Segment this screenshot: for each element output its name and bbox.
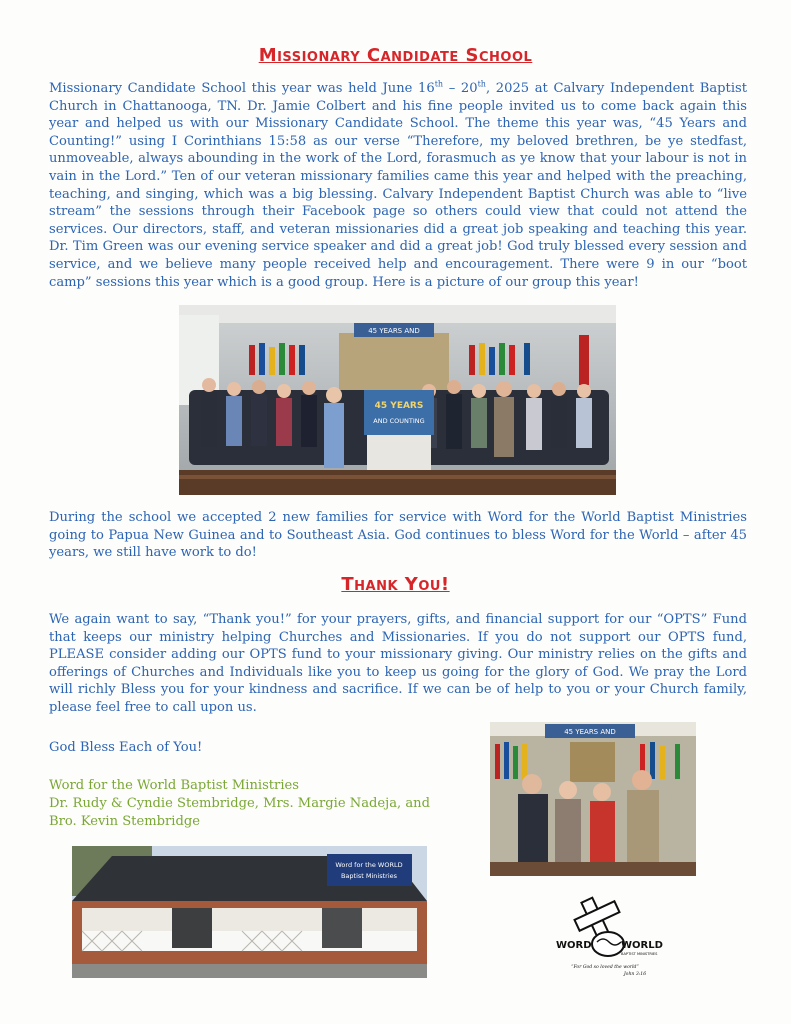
blessing-line: God Bless Each of You! — [49, 740, 203, 755]
school-sup-2: th — [477, 79, 486, 89]
school-text-a: Missionary Candidate School this year was held June 16 — [49, 81, 435, 96]
section-title-thank-you: Thank You! — [341, 574, 450, 595]
podium-text-1: 45 YEARS — [374, 401, 424, 411]
new-families-paragraph: During the school we accepted 2 new families for service with Word for the World Baptist Ministries going to Papua New Guinea and to Southeast Asia. God continues to bless Word for the World – after 45 years, we still have work to do! — [49, 510, 747, 561]
logo-word-left: WORD — [556, 940, 592, 951]
logo-ref: John 3:16 — [623, 972, 647, 977]
section-title-missionary-school: Missionary Candidate School — [258, 45, 533, 66]
signature-org: Word for the World Baptist Ministries — [49, 778, 299, 793]
staff-photo — [490, 722, 696, 876]
school-sup-1: th — [434, 79, 444, 89]
group-photo — [179, 305, 616, 495]
school-text-b: – 20 — [443, 81, 478, 96]
logo-verse: “For God so loved the world” — [571, 965, 639, 970]
small-banner-text: 45 YEARS AND — [564, 728, 616, 736]
sign-line-1: Word for the WORLD — [335, 861, 403, 869]
building-photo — [72, 846, 427, 978]
logo-sub: BAPTIST MINISTRIES — [621, 952, 658, 956]
ministry-logo — [553, 896, 663, 978]
sign-line-2: Baptist Ministries — [340, 872, 398, 880]
school-paragraph — [49, 80, 747, 291]
thank-you-paragraph: We again want to say, “Thank you!” for your prayers, gifts, and financial support for our “OPTS” Fund that keeps our ministry helping Churches and Missionaries. If you do not support our OPTS fund, PLEASE consider adding our OPTS fund to your missionary giving. Our ministry relies on the gifts and offerings of Churches and Individuals like you to keep us going for the glory of God. We pray the Lord will richly Bless you for your kindness and sacrifice. If we can be of help to you or your Church family, please feel free to call upon us. — [49, 612, 747, 715]
signature-names: Dr. Rudy & Cyndie Stembridge, Mrs. Margie Nadeja, and Bro. Kevin Stembridge — [49, 796, 430, 829]
podium-text-2: AND COUNTING — [373, 417, 425, 425]
school-text-c: , 2025 at Calvary Independent Baptist Church in Chattanooga, TN. Dr. Jamie Colbert and his fine people invited us to come back again this year and helped us with our Missionary Candidate School. The theme this year was, “45 Years and Counting!” using I Corinthians 15:58 as our verse “Therefore, my beloved brethren, be ye stedfast, unmoveable, always abounding in the work of the Lord, forasmuch as ye know that your labour is not in vain in the Lord.” Ten of our veteran missionary families came this year and helped with the preaching, teaching, and singing, which was a big blessing. Calvary Independent Baptist Church was able to “live stream” the sessions through their Facebook page so others could view that could not attend the services. Our directors, staff, and veteran missionaries did a great job speaking and teaching this year. Dr. Tim Green was our evening service speaker and did a great job! God truly blessed every session and service, and we believe many people received help and encouragement. There were 9 in our “boot camp” sessions this year which is a good group. Here is a picture of our group this year! — [49, 81, 747, 290]
logo-word-right: WORLD — [621, 940, 663, 951]
banner-text: 45 YEARS AND — [368, 327, 420, 335]
